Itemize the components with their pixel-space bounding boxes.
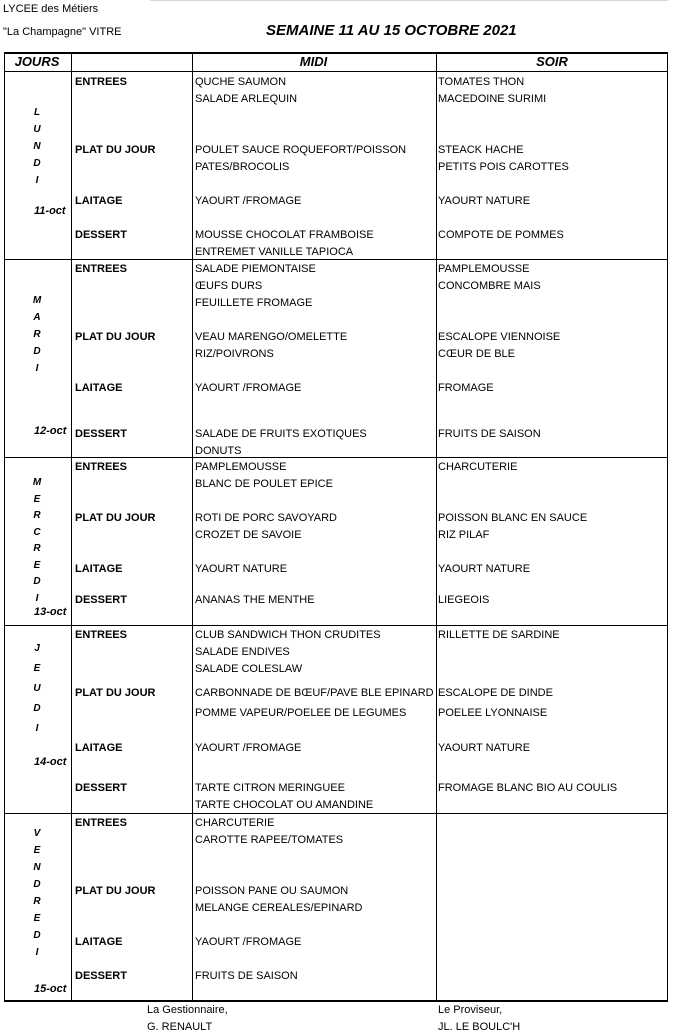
soir-dish: PAMPLEMOUSSE [438, 263, 530, 275]
signature-right-title: Le Proviseur, [438, 1004, 503, 1016]
col-border-jours [71, 52, 72, 1002]
midi-dish: SALADE ENDIVES [195, 646, 290, 658]
category-label: DESSERT [75, 229, 127, 241]
midi-dish: CHARCUTERIE [195, 817, 275, 829]
midi-dish: FEUILLETE FROMAGE [195, 297, 313, 309]
day-letter: I [35, 947, 39, 958]
day-letter: R [33, 543, 41, 554]
category-label: DESSERT [75, 782, 127, 794]
soir-dish: CHARCUTERIE [438, 461, 518, 473]
category-label: ENTREES [75, 461, 127, 473]
soir-dish: RILLETTE DE SARDINE [438, 629, 560, 641]
school-location: "La Champagne" VITRE [3, 26, 122, 38]
day-letter: J [34, 643, 40, 654]
midi-dish: CAROTTE RAPEE/TOMATES [195, 834, 344, 846]
midi-dish: YAOURT /FROMAGE [195, 382, 302, 394]
top-border-line [150, 0, 668, 1]
day-letter: R [33, 329, 41, 340]
midi-dish: CLUB SANDWICH THON CRUDITES [195, 629, 381, 641]
week-title: SEMAINE 11 AU 15 OCTOBRE 2021 [266, 22, 517, 39]
school-name: LYCEE des Métiers [3, 3, 99, 15]
day-date: 12-oct [34, 425, 67, 437]
day-letter: V [33, 828, 41, 839]
signature-left-title: La Gestionnaire, [147, 1004, 228, 1016]
midi-dish: QUCHE SAUMON [195, 76, 287, 88]
day-letter: E [33, 559, 41, 571]
day-separator [4, 259, 668, 260]
category-label: PLAT DU JOUR [75, 687, 156, 699]
category-label: PLAT DU JOUR [75, 512, 156, 524]
header-bottom-border [4, 71, 668, 72]
day-letter: U [33, 683, 41, 694]
day-letter: D [33, 930, 41, 941]
day-letter: I [35, 723, 39, 734]
category-label: DESSERT [75, 594, 127, 606]
midi-dish: POMME VAPEUR/POELEE DE LEGUMES [195, 707, 407, 719]
category-label: LAITAGE [75, 382, 123, 394]
soir-dish: MACEDOINE SURIMI [438, 93, 547, 105]
soir-dish: FRUITS DE SAISON [438, 428, 541, 440]
category-label: LAITAGE [75, 195, 123, 207]
day-letter: E [33, 913, 41, 924]
midi-dish: TARTE CHOCOLAT OU AMANDINE [195, 799, 374, 811]
header-soir: SOIR [536, 54, 568, 69]
category-label: PLAT DU JOUR [75, 144, 156, 156]
soir-dish: YAOURT NATURE [438, 563, 531, 575]
day-letter: R [33, 896, 41, 907]
midi-dish: RIZ/POIVRONS [195, 348, 274, 360]
day-letter: C [33, 526, 41, 538]
midi-dish: YAOURT NATURE [195, 563, 288, 575]
menu-table [4, 52, 668, 1002]
midi-dish: MELANGE CEREALES/EPINARD [195, 902, 363, 914]
soir-dish: ESCALOPE DE DINDE [438, 687, 553, 699]
soir-dish: YAOURT NATURE [438, 195, 531, 207]
soir-dish: FROMAGE BLANC BIO AU COULIS [438, 782, 618, 794]
day-date: 11-oct [34, 205, 66, 217]
midi-dish: POISSON PANE OU SAUMON [195, 885, 349, 897]
midi-dish: SALADE PIEMONTAISE [195, 263, 316, 275]
day-letter: I [35, 592, 39, 604]
midi-dish: YAOURT /FROMAGE [195, 936, 302, 948]
day-separator [4, 625, 668, 626]
midi-dish: SALADE DE FRUITS EXOTIQUES [195, 428, 367, 440]
midi-dish: PATES/BROCOLIS [195, 161, 290, 173]
col-border-right [667, 52, 668, 1002]
soir-dish: LIEGEOIS [438, 594, 490, 606]
midi-dish: SALADE ARLEQUIN [195, 93, 298, 105]
midi-dish: MOUSSE CHOCOLAT FRAMBOISE [195, 229, 374, 241]
day-letter: D [33, 576, 41, 587]
midi-dish: PAMPLEMOUSSE [195, 461, 287, 473]
midi-dish: ANANAS THE MENTHE [195, 594, 315, 606]
day-letter: I [35, 363, 39, 374]
category-label: LAITAGE [75, 742, 123, 754]
category-label: LAITAGE [75, 563, 123, 575]
category-label: PLAT DU JOUR [75, 331, 156, 343]
day-letter: U [33, 124, 41, 135]
category-label: PLAT DU JOUR [75, 885, 156, 897]
day-date: 15-oct [34, 983, 67, 995]
midi-dish: CROZET DE SAVOIE [195, 529, 302, 541]
col-border-midi [436, 52, 437, 1002]
midi-dish: DONUTS [195, 445, 242, 457]
midi-dish: CARBONNADE DE BŒUF/PAVE BLE EPINARD [195, 687, 434, 699]
category-label: DESSERT [75, 970, 127, 982]
midi-dish: BLANC DE POULET EPICE [195, 478, 333, 490]
midi-dish: VEAU MARENGO/OMELETTE [195, 331, 348, 343]
midi-dish: ŒUFS DURS [195, 280, 263, 292]
soir-dish: CŒUR DE BLE [438, 348, 516, 360]
day-separator [4, 457, 668, 458]
day-letter: E [33, 493, 41, 505]
midi-dish: SALADE COLESLAW [195, 663, 303, 675]
soir-dish: POISSON BLANC EN SAUCE [438, 512, 588, 524]
day-letter: L [33, 107, 41, 118]
day-letter: N [33, 862, 41, 873]
midi-dish: YAOURT /FROMAGE [195, 195, 302, 207]
signature-left-name: G. RENAULT [147, 1021, 213, 1033]
day-letter: A [33, 312, 41, 323]
soir-dish: COMPOTE DE POMMES [438, 229, 564, 241]
day-letter: R [33, 510, 41, 521]
soir-dish: FROMAGE [438, 382, 494, 394]
soir-dish: TOMATES THON [438, 76, 525, 88]
signature-right-name: JL. LE BOULC'H [438, 1021, 521, 1033]
midi-dish: FRUITS DE SAISON [195, 970, 298, 982]
table-bottom-border [4, 1000, 668, 1002]
day-letter: D [33, 703, 41, 714]
day-letter: E [33, 663, 41, 674]
day-date: 13-oct [34, 606, 67, 618]
day-letter: D [33, 879, 41, 890]
soir-dish: CONCOMBRE MAIS [438, 280, 541, 292]
soir-dish: STEACK HACHE [438, 144, 524, 156]
header-midi: MIDI [299, 54, 328, 69]
day-letter: D [33, 346, 41, 357]
day-date: 14-oct [34, 756, 67, 768]
header-jours: JOURS [14, 54, 60, 69]
day-separator [4, 813, 668, 814]
midi-dish: TARTE CITRON MERINGUEE [195, 782, 345, 794]
category-label: DESSERT [75, 428, 127, 440]
category-label: ENTREES [75, 629, 127, 641]
day-letter: E [33, 845, 41, 856]
day-letter: D [33, 158, 41, 169]
soir-dish: YAOURT NATURE [438, 742, 531, 754]
midi-dish: YAOURT /FROMAGE [195, 742, 302, 754]
soir-dish: RIZ PILAF [438, 529, 490, 541]
col-border-left [4, 52, 5, 1002]
category-label: ENTREES [75, 263, 127, 275]
day-letter: N [33, 141, 41, 152]
soir-dish: ESCALOPE VIENNOISE [438, 331, 561, 343]
day-letter: M [32, 295, 42, 306]
category-label: LAITAGE [75, 936, 123, 948]
midi-dish: ROTI DE PORC SAVOYARD [195, 512, 338, 524]
col-border-category [192, 52, 193, 1002]
day-letter: M [32, 477, 42, 488]
soir-dish: PETITS POIS CAROTTES [438, 161, 569, 173]
soir-dish: POELEE LYONNAISE [438, 707, 548, 719]
day-letter: I [35, 175, 39, 186]
category-label: ENTREES [75, 817, 127, 829]
midi-dish: ENTREMET VANILLE TAPIOCA [195, 246, 354, 258]
category-label: ENTREES [75, 76, 127, 88]
midi-dish: POULET SAUCE ROQUEFORT/POISSON [195, 144, 407, 156]
